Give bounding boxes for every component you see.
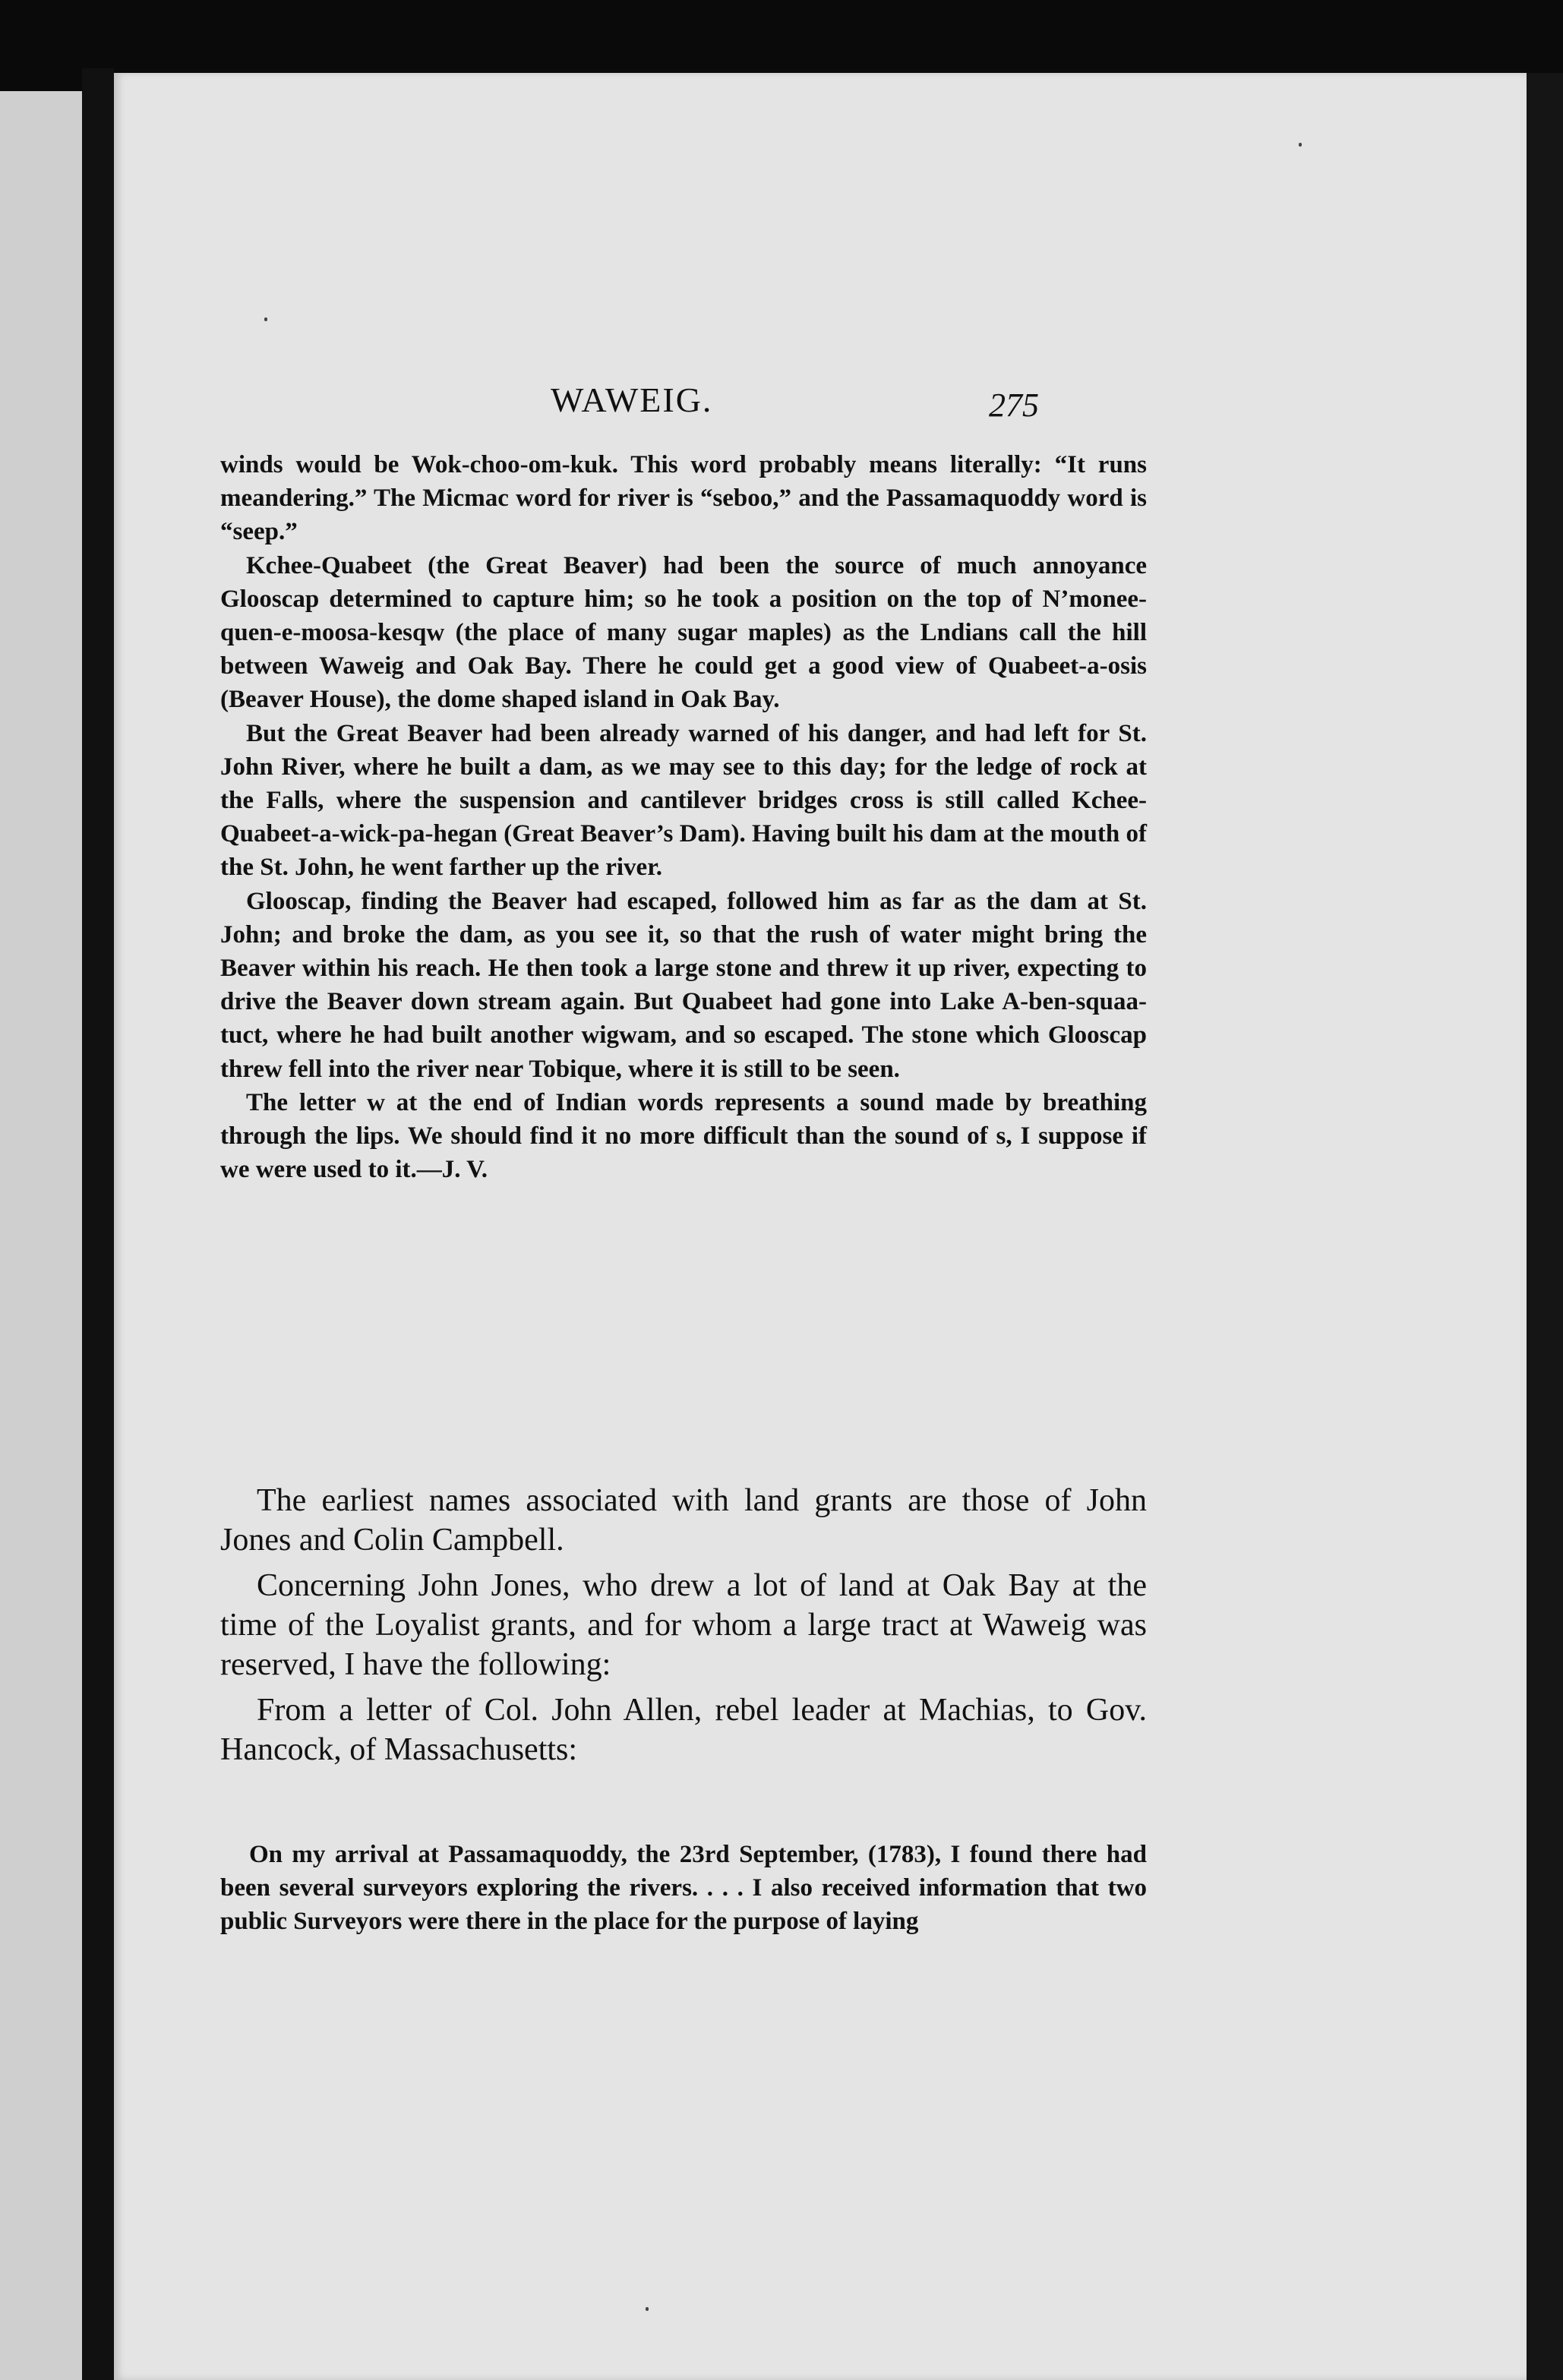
running-title: WAWEIG.	[551, 380, 713, 419]
quoted-letter	[220, 1838, 1147, 1938]
body-paragraph: Concerning John Jones, who drew a lot of land at Oak Bay at the time of the Loyalist grants, and for whom a large tract at Waweig was reserved, I have the following:	[220, 1568, 1147, 1682]
footnote-block	[220, 448, 1147, 1186]
body-paragraph: From a letter of Col. John Allen, rebel leader at Machias, to Gov. Hancock, of Massachusetts:	[220, 1693, 1147, 1767]
note-paragraph: The letter w at the end of Indian words represents a sound made by breathing through the lips. We should find it no more difficult than the sound of s, I suppose if we were used to it.—J. V.	[220, 1088, 1147, 1184]
page-number: 275	[989, 387, 1039, 424]
note-paragraph: But the Great Beaver had been already warned of his danger, and had left for St. John River, where he built a dam, as we may see to this day; for the ledge of rock at the Falls, where the suspension and cantilever bridges cross is still called Kchee-Quabeet-a-wick-pa-hegan (Great Beaver’s Dam). Having built his dam at the mouth of the St. John, he went farther up the river.	[220, 719, 1147, 882]
running-head	[0, 380, 1563, 433]
quote-paragraph: On my arrival at Passamaquoddy, the 23rd September, (1783), I found there had been several surveyors exploring the rivers. . . . I also received information that two public Surveyors were there in the place for the purpose of laying	[220, 1841, 1147, 1935]
paper-speck	[1299, 143, 1302, 147]
main-text	[220, 1481, 1147, 1776]
body-paragraph: The earliest names associated with land grants are those of John Jones and Colin Campbell.	[220, 1483, 1147, 1558]
paper-speck	[646, 2307, 649, 2311]
note-paragraph: winds would be Wok-choo-om-kuk. This word probably means literally: “It runs meandering.” The Micmac word for river is “seboo,” and the Passamaquoddy word is “seep.”	[220, 451, 1147, 546]
facing-page-edge	[0, 91, 82, 2380]
paper-speck	[264, 317, 267, 321]
note-paragraph: Kchee-Quabeet (the Great Beaver) had been the source of much annoyance Glooscap determined to capture him; so he took a position on the top of N’monee-quen-e-moosa-kesqw (the place of many sugar maples) as the Lndians call the hill between Waweig and Oak Bay. There he could get a good view of Quabeet-a-osis (Beaver House), the dome shaped island in Oak Bay.	[220, 551, 1147, 714]
note-paragraph: Glooscap, finding the Beaver had escaped, followed him as far as the dam at St. John; and broke the dam, as you see it, so that the rush of water might bring the Beaver within his reach. He then took a large stone and threw it up river, expecting to drive the Beaver down stream again. But Quabeet had gone into Lake A-ben-squaa-tuct, where he had built another wigwam, and so escaped. The stone which Glooscap threw fell into the river near Tobique, where it is still to be seen.	[220, 887, 1147, 1083]
